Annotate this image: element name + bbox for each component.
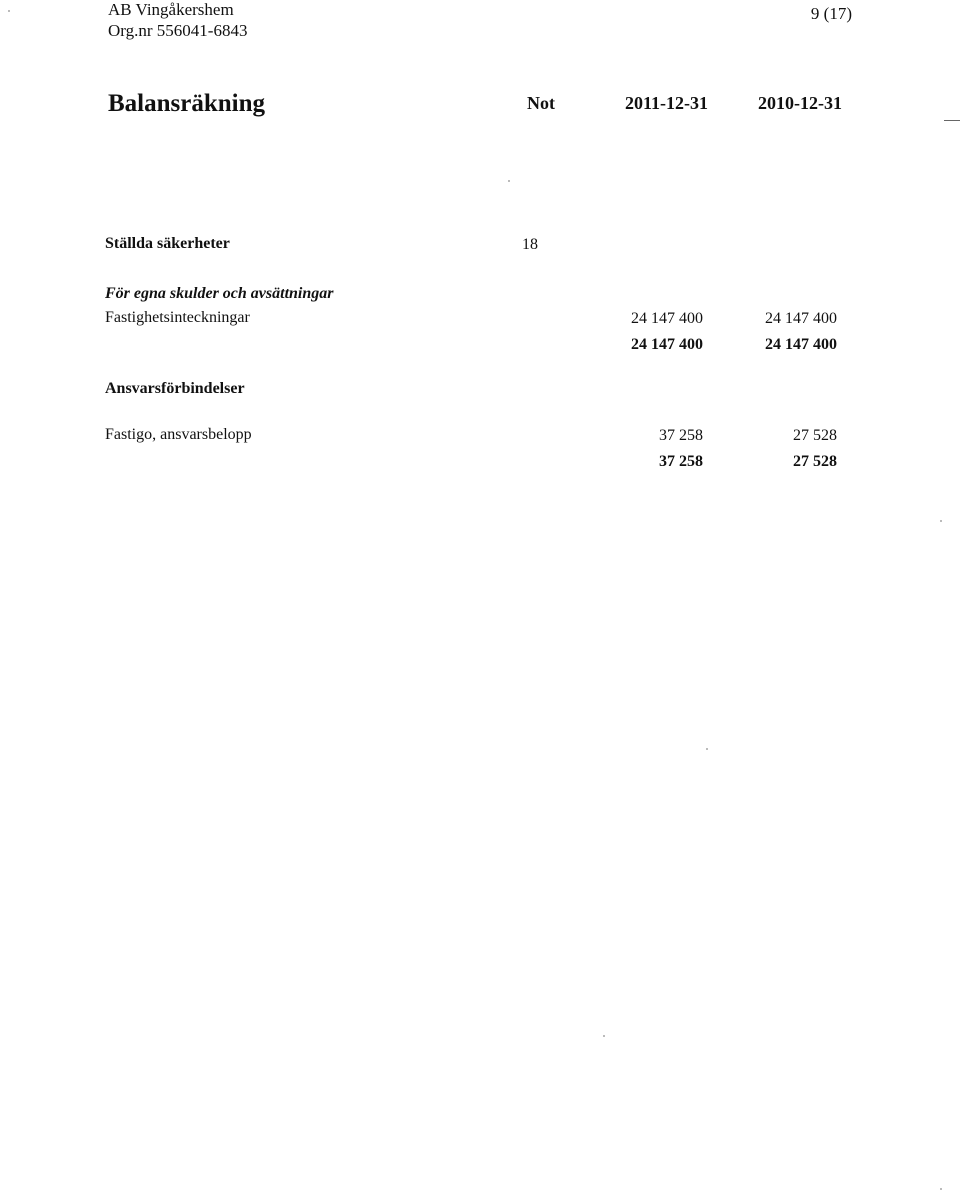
mortgages-label: Fastighetsinteckningar — [105, 309, 250, 326]
column-header-note: Not — [527, 93, 555, 113]
company-name: AB Vingåkershem — [108, 0, 234, 19]
fastigo-2011: 37 258 — [659, 427, 703, 444]
pledged-total-2010: 24 147 400 — [765, 336, 837, 353]
scan-speck — [8, 10, 10, 12]
contingent-total-2010: 27 528 — [793, 453, 837, 470]
contingent-liabilities-heading: Ansvarsförbindelser — [105, 380, 245, 397]
fastigo-2010: 27 528 — [793, 427, 837, 444]
scan-speck — [940, 520, 942, 522]
column-header-2011: 2011-12-31 — [625, 93, 708, 113]
scan-speck — [940, 1188, 942, 1190]
page-title: Balansräkning — [108, 90, 266, 117]
page-number: 9 (17) — [810, 4, 852, 23]
scan-speck — [706, 748, 708, 750]
pledged-assets-heading: Ställda säkerheter — [105, 235, 230, 252]
pledged-total-2011: 24 147 400 — [631, 336, 703, 353]
scan-speck — [508, 180, 510, 182]
pledged-assets-subheading: För egna skulder och avsättningar — [105, 285, 334, 302]
fastigo-label: Fastigo, ansvarsbelopp — [105, 426, 252, 443]
scan-edge-mark — [944, 120, 960, 121]
scan-speck — [603, 1035, 605, 1037]
mortgages-2011: 24 147 400 — [631, 310, 703, 327]
mortgages-2010: 24 147 400 — [765, 310, 837, 327]
org-number: Org.nr 556041-6843 — [108, 21, 248, 40]
pledged-assets-note: 18 — [522, 236, 538, 253]
contingent-total-2011: 37 258 — [659, 453, 703, 470]
column-header-2010: 2010-12-31 — [758, 93, 842, 113]
